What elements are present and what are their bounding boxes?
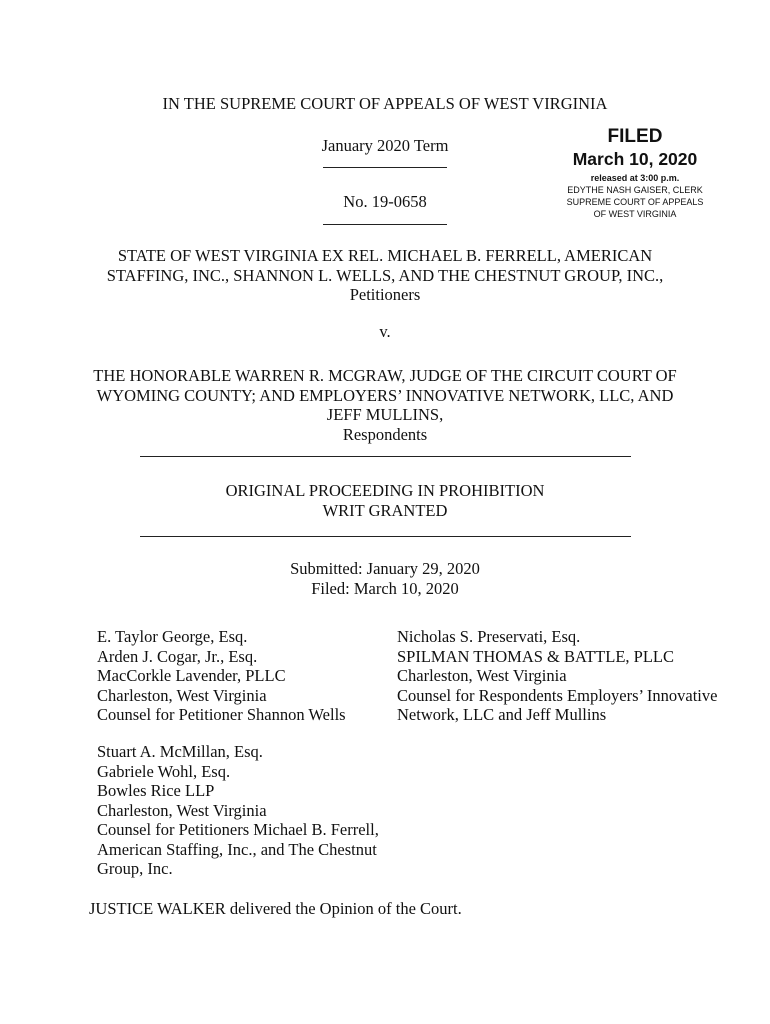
counsel-line: Charleston, West Virginia (397, 666, 567, 685)
petitioners-role: Petitioners (349, 285, 421, 304)
counsel-line: Charleston, West Virginia (97, 800, 267, 820)
counsel-line: American Staffing, Inc., and The Chestnut (97, 839, 377, 859)
counsel-line: Group, Inc. (97, 859, 173, 878)
stamp-court-line1: SUPREME COURT OF APPEALS (566, 197, 704, 207)
section-divider-top (140, 456, 631, 457)
court-heading: IN THE SUPREME COURT OF APPEALS OF WEST VIRGINIA (162, 94, 608, 113)
petitioners-block (0, 246, 770, 305)
counsel-line: Gabriele Wohl, Esq. (97, 761, 231, 781)
filed-date: Filed: March 10, 2020 (311, 578, 459, 598)
counsel-line: Counsel for Respondents Employers’ Innovative (397, 685, 718, 705)
counsel-line: Nicholas S. Preservati, Esq. (397, 627, 581, 646)
counsel-line: Bowles Rice LLP (97, 781, 215, 800)
counsel-line: Charleston, West Virginia (97, 685, 267, 705)
submitted-date: Submitted: January 29, 2020 (290, 559, 480, 578)
versus: v. (379, 322, 391, 341)
proceeding-result: WRIT GRANTED (322, 500, 448, 520)
released-time: released at 3:00 p.m. (590, 173, 680, 183)
section-divider-bottom (140, 536, 631, 537)
term-divider (323, 167, 447, 168)
proceeding-block (0, 481, 770, 520)
respondents-line2: WYOMING COUNTY; AND EMPLOYERS’ INNOVATIVE NETWORK, LLC, AND (96, 385, 674, 405)
proceeding-type: ORIGINAL PROCEEDING IN PROHIBITION (225, 481, 545, 500)
respondents-block (0, 366, 770, 444)
counsel-line: SPILMAN THOMAS & BATTLE, PLLC (397, 646, 675, 666)
filed-label: FILED (607, 126, 663, 147)
respondents-line1: THE HONORABLE WARREN R. MCGRAW, JUDGE OF THE CIRCUIT COURT OF (93, 366, 677, 385)
stamp-court-line2: OF WEST VIRGINIA (593, 209, 677, 219)
counsel-line: Network, LLC and Jeff Mullins (397, 705, 607, 724)
counsel-line: Arden J. Cogar, Jr., Esq. (97, 646, 258, 666)
counsel-respondents (397, 627, 717, 725)
case-number-divider (323, 224, 447, 225)
petitioners-line2: STAFFING, INC., SHANNON L. WELLS, AND THE CHESTNUT GROUP, INC., (106, 265, 664, 285)
term-label: January 2020 Term (321, 136, 449, 155)
petitioners-line1: STATE OF WEST VIRGINIA EX REL. MICHAEL B. FERRELL, AMERICAN (117, 246, 653, 265)
clerk-name: EDYTHE NASH GAISER, CLERK (567, 185, 703, 195)
counsel-petitioners-ferrell (97, 742, 379, 879)
respondents-line3: JEFF MULLINS, (326, 405, 444, 424)
counsel-line: E. Taylor George, Esq. (97, 627, 248, 646)
counsel-line: MacCorkle Lavender, PLLC (97, 666, 286, 685)
counsel-petitioner-wells (97, 627, 346, 725)
respondents-role: Respondents (342, 424, 428, 444)
filed-stamp-date: March 10, 2020 (572, 149, 698, 169)
counsel-line: Counsel for Petitioner Shannon Wells (97, 705, 346, 724)
filed-stamp (535, 126, 735, 220)
dates-block (0, 559, 770, 598)
case-number: No. 19-0658 (343, 192, 427, 211)
counsel-line: Stuart A. McMillan, Esq. (97, 742, 263, 761)
opinion-delivered-line: JUSTICE WALKER delivered the Opinion of the Court. (89, 899, 462, 918)
counsel-line: Counsel for Petitioners Michael B. Ferrell, (97, 820, 379, 839)
